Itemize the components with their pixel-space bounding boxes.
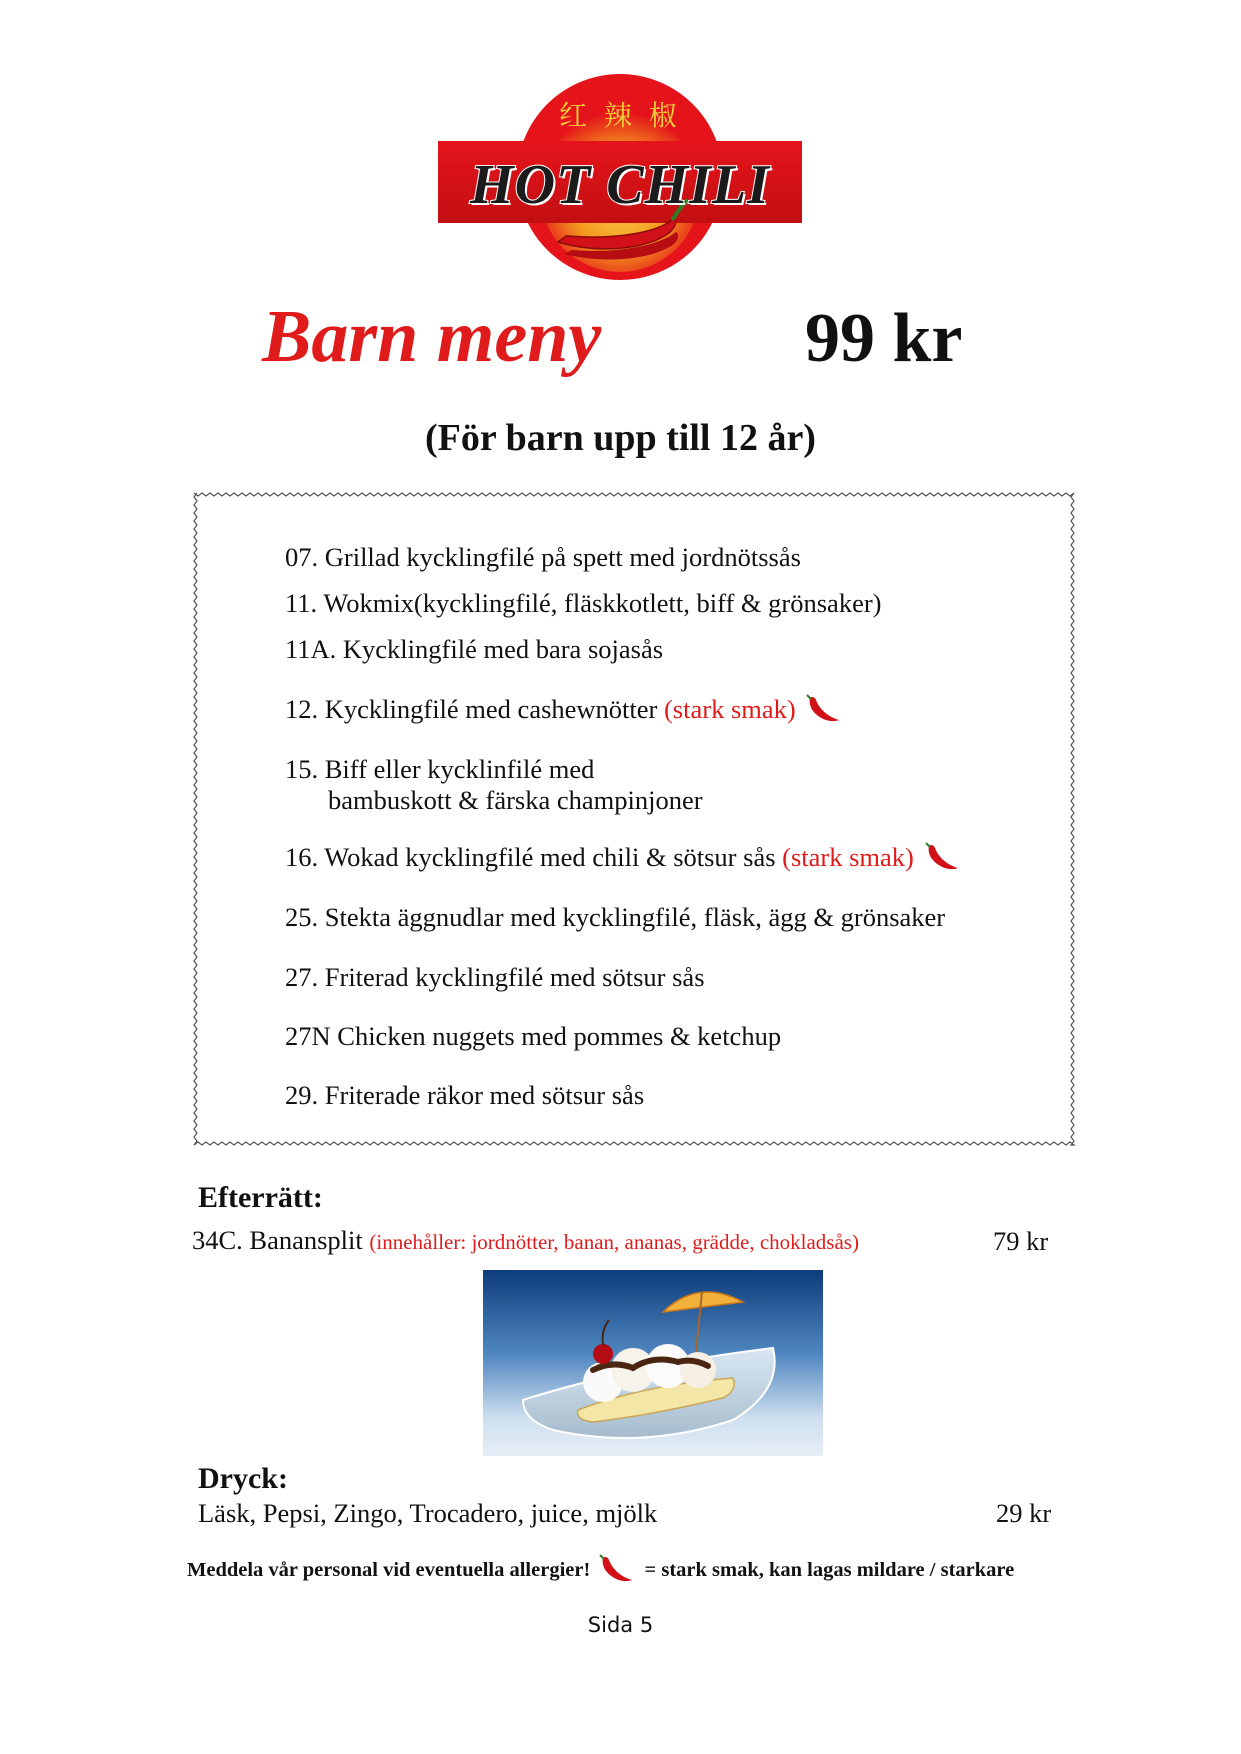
menu-item-27n [285,1021,781,1052]
spicy-legend-text: = stark smak, kan lagas mildare / starkare [644,1559,1015,1581]
dessert-ingredients: (innehåller: jordnötter, banan, ananas, grädde, chokladsås) [369,1230,859,1254]
drinks-price: 29 kr [996,1498,1052,1528]
allergy-note-text: Meddela vår personal vid eventuella allergier! [187,1559,591,1581]
item-text: Kycklingfilé med bara sojasås [342,634,664,664]
item-number: 27N [285,1021,331,1051]
item-text: Stekta äggnudlar med kycklingfilé, fläsk, ägg & grönsaker [324,902,946,932]
item-number: 15. [285,754,319,784]
item-text-continued: bambuskott & färska champinjoner [328,785,703,815]
chili-pepper-icon [925,842,961,872]
dessert-item [192,1227,859,1254]
menu-item-11 [285,588,881,619]
page-number: Sida 5 [587,1613,654,1637]
item-text: Wokad kycklingfilé med chili & sötsur sås [324,842,776,872]
item-text: Wokmix(kycklingfilé, fläskkotlett, biff & grönsaker) [323,588,882,618]
menu-item-07 [285,542,801,573]
chili-pepper-icon [599,1554,635,1584]
hot-chili-logo [438,72,802,284]
item-number: 29. [285,1080,319,1110]
logo-chinese-text: 红 辣 椒 [559,99,681,132]
menu-item-11a [285,634,663,665]
menu-price: 99 kr [805,300,963,377]
chili-pepper-icon [806,694,842,724]
spicy-label: (stark smak) [782,842,914,872]
dessert-price: 79 kr [993,1226,1049,1256]
item-text: Friterad kycklingfilé med sötsur sås [324,962,705,992]
logo-name-text: HOT CHILI [470,154,770,216]
item-text: Friterade räkor med sötsur sås [324,1080,645,1110]
dessert-item-name: 34C. Banansplit [192,1225,363,1255]
menu-item-12 [285,694,842,725]
dessert-heading: Efterrätt: [198,1181,323,1214]
menu-item-27 [285,962,705,993]
item-number: 25. [285,902,319,932]
item-text: Kycklingfilé med cashewnötter [324,694,658,724]
banana-split-photo [483,1270,823,1456]
item-number: 07. [285,542,319,572]
drinks-list: Läsk, Pepsi, Zingo, Trocadero, juice, mjölk [198,1498,658,1528]
menu-item-29 [285,1080,644,1111]
menu-item-25 [285,902,945,933]
item-text: Chicken nuggets med pommes & ketchup [337,1021,782,1051]
item-number: 12. [285,694,319,724]
item-number: 27. [285,962,319,992]
spicy-label: (stark smak) [663,694,796,724]
allergy-note [187,1554,1014,1584]
item-number: 11A. [285,634,337,664]
drinks-heading: Dryck: [198,1462,288,1495]
menu-title: Barn meny [262,296,602,378]
item-number: 16. [285,842,319,872]
item-number: 11. [285,588,318,618]
item-text: Biff eller kycklinfilé med [324,754,595,784]
menu-item-16 [285,842,961,873]
menu-item-15 [285,754,703,816]
menu-subtitle: (För barn upp till 12 år) [425,417,816,459]
item-text: Grillad kycklingfilé på spett med jordnötssås [324,542,801,572]
